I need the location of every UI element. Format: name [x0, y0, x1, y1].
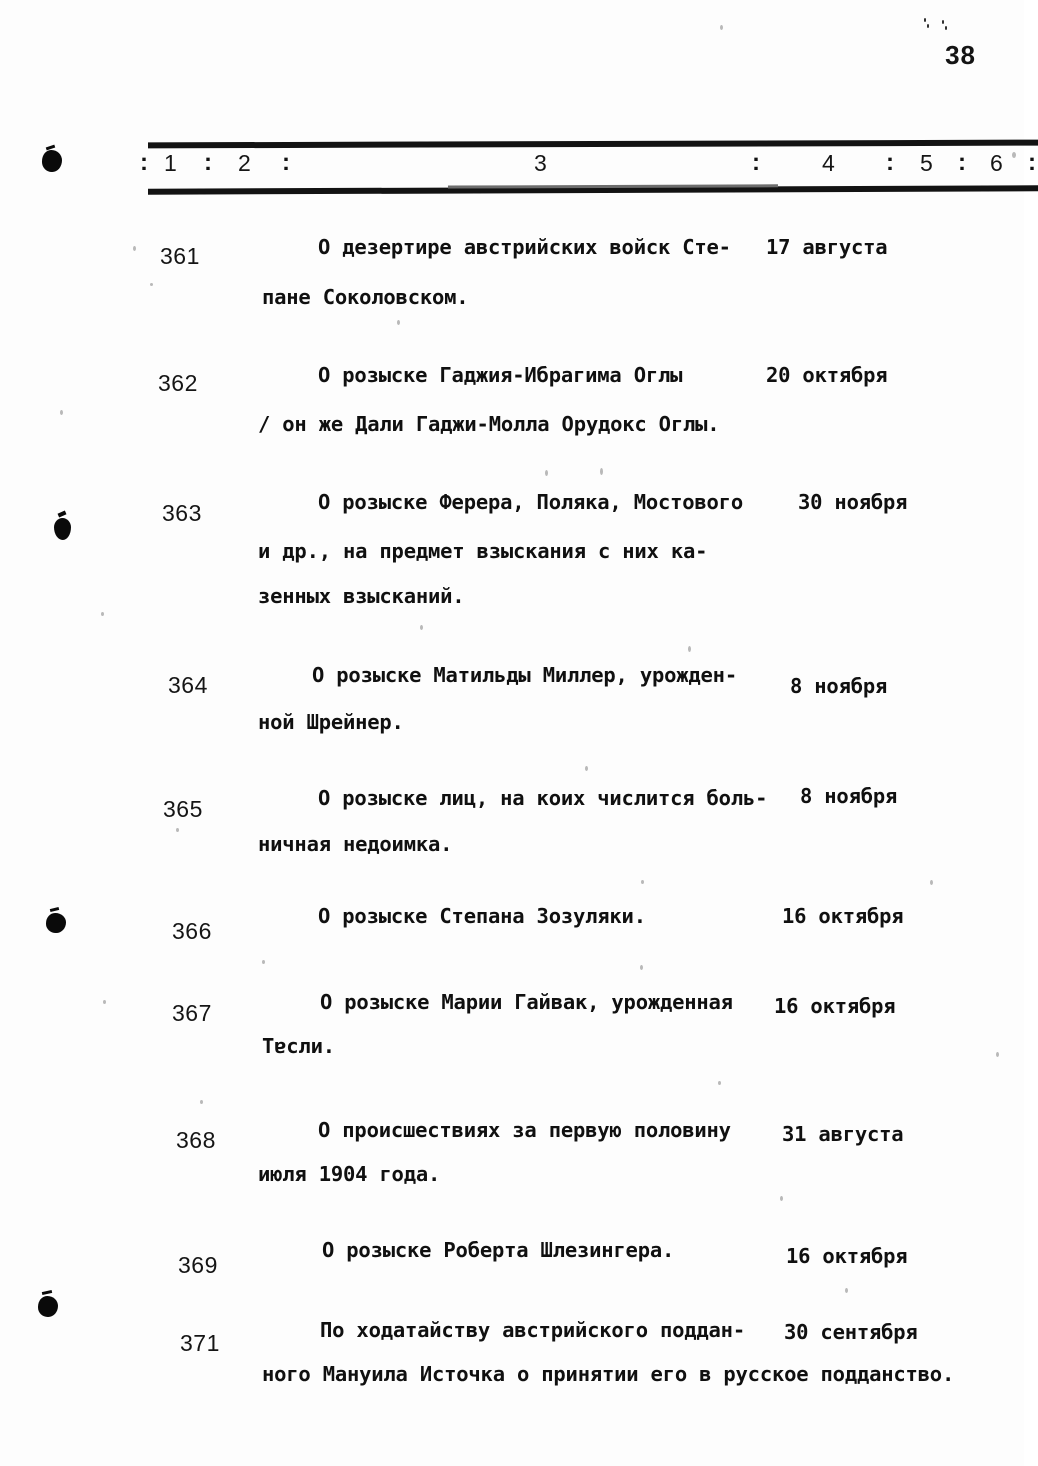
- margin-ink-blot: [38, 1296, 58, 1317]
- entry-number: 368: [176, 1127, 216, 1153]
- column-separator: :: [1028, 149, 1036, 176]
- column-header-3: 3: [534, 150, 547, 176]
- entry-date: 16 октября: [786, 1244, 908, 1268]
- scan-speck: [200, 1100, 203, 1104]
- scan-speck: [133, 246, 136, 251]
- entry-description-line: О розыске Матильды Миллер, урожден-: [312, 663, 737, 687]
- header-rule-bottom: [148, 185, 1038, 194]
- scan-speck: [420, 625, 423, 630]
- table-column-header: [138, 141, 1038, 193]
- column-header-2: 2: [238, 150, 251, 176]
- scan-speck: [641, 880, 644, 884]
- entry-description-line: зенных взысканий.: [258, 584, 465, 608]
- entry-description-line: и др., на предмет взыскания с них ка-: [258, 539, 708, 563]
- entry-number: 371: [180, 1330, 220, 1356]
- scan-speck: [1012, 152, 1016, 158]
- entry-number: 362: [158, 370, 198, 396]
- entry-number: 367: [172, 1000, 212, 1026]
- entry-date: 8 ноября: [800, 784, 898, 808]
- entry-description-line: О розыске Роберта Шлезингера.: [322, 1238, 675, 1262]
- scan-speck: [845, 1288, 848, 1293]
- header-rule-top: [148, 140, 1038, 149]
- entry-date: 16 октября: [774, 994, 896, 1018]
- column-separator: :: [752, 149, 760, 176]
- column-header-5: 5: [920, 150, 933, 176]
- scan-speck: [397, 320, 400, 325]
- scan-speck: [688, 646, 691, 652]
- entry-date: 17 августа: [766, 235, 888, 259]
- column-separator: :: [886, 149, 894, 176]
- entry-date: 20 октября: [766, 363, 888, 387]
- scan-speck: [996, 1052, 999, 1057]
- column-separator: :: [140, 149, 148, 176]
- scan-speck: [600, 468, 603, 475]
- entry-number: 369: [178, 1252, 218, 1278]
- entry-description-line: ничная недоимка.: [258, 832, 453, 856]
- entry-date: 30 ноября: [798, 490, 908, 514]
- entry-description-line: О розыске Степана Зозуляки.: [318, 904, 646, 928]
- scan-speck: [640, 965, 643, 970]
- scan-speck: [718, 1081, 721, 1085]
- column-separator: :: [282, 149, 290, 176]
- margin-ink-blot-tail: [42, 1290, 52, 1295]
- scan-speck: [101, 612, 104, 616]
- entry-description-line: О розыске Ферера, Поляка, Мостового: [318, 490, 743, 514]
- scan-speck: [780, 1196, 783, 1201]
- entry-date: 31 августа: [782, 1122, 904, 1146]
- entry-description-line: июля 1904 года.: [258, 1162, 441, 1186]
- column-header-1: 1: [164, 150, 177, 176]
- margin-ink-blot: [54, 518, 71, 540]
- entry-description-line: О розыске Марии Гайвак, урожденная: [320, 990, 733, 1014]
- entry-date: 16 октября: [782, 904, 904, 928]
- entry-description-line: ной Шрейнер.: [258, 710, 404, 734]
- entry-date: 8 ноября: [790, 674, 888, 698]
- entry-date: 30 сентября: [784, 1320, 918, 1344]
- scan-speck: [150, 283, 153, 286]
- scan-speck: [930, 880, 933, 885]
- margin-ink-blot-tail: [58, 511, 67, 518]
- page-number: 38: [945, 40, 976, 70]
- column-header-4: 4: [822, 150, 835, 176]
- column-separator: :: [204, 149, 212, 176]
- entry-description-line: / он же Дали Гаджи-Молла Орудокс Оглы.: [258, 412, 720, 436]
- scan-speck: [262, 960, 265, 964]
- margin-ink-blot-tail: [50, 907, 59, 912]
- entry-number: 365: [163, 796, 203, 822]
- margin-ink-blot: [46, 913, 66, 933]
- entry-number: 364: [168, 672, 208, 698]
- entry-description-line: ного Мануила Источка о принятии его в русское подданство.: [262, 1362, 955, 1386]
- entry-number: 361: [160, 243, 200, 269]
- entry-description-line: О происшествиях за первую половину: [318, 1118, 731, 1142]
- scan-speck: [103, 1000, 106, 1004]
- scan-speck: [176, 828, 179, 832]
- entry-number: 363: [162, 500, 202, 526]
- entry-number: 366: [172, 918, 212, 944]
- margin-ink-blot: [42, 150, 62, 172]
- scan-speck: [60, 410, 63, 415]
- entry-description-line: пане Соколовском.: [262, 285, 469, 309]
- scan-speck: [585, 766, 588, 771]
- scan-speck-cluster: [922, 18, 962, 30]
- entry-description-line: Тɐсли.: [262, 1034, 335, 1058]
- column-header-6: 6: [990, 150, 1003, 176]
- entry-description-line: По ходатайству австрийского поддан-: [320, 1318, 745, 1342]
- entry-description-line: О розыске Гаджия-Ибрагима Оглы: [318, 363, 683, 387]
- scan-speck: [720, 25, 723, 30]
- entry-description-line: О дезертире австрийских войск Сте-: [318, 235, 731, 259]
- entry-description-line: О розыске лиц, на коих числится боль-: [318, 786, 768, 810]
- column-separator: :: [958, 149, 966, 176]
- scan-speck: [545, 470, 548, 476]
